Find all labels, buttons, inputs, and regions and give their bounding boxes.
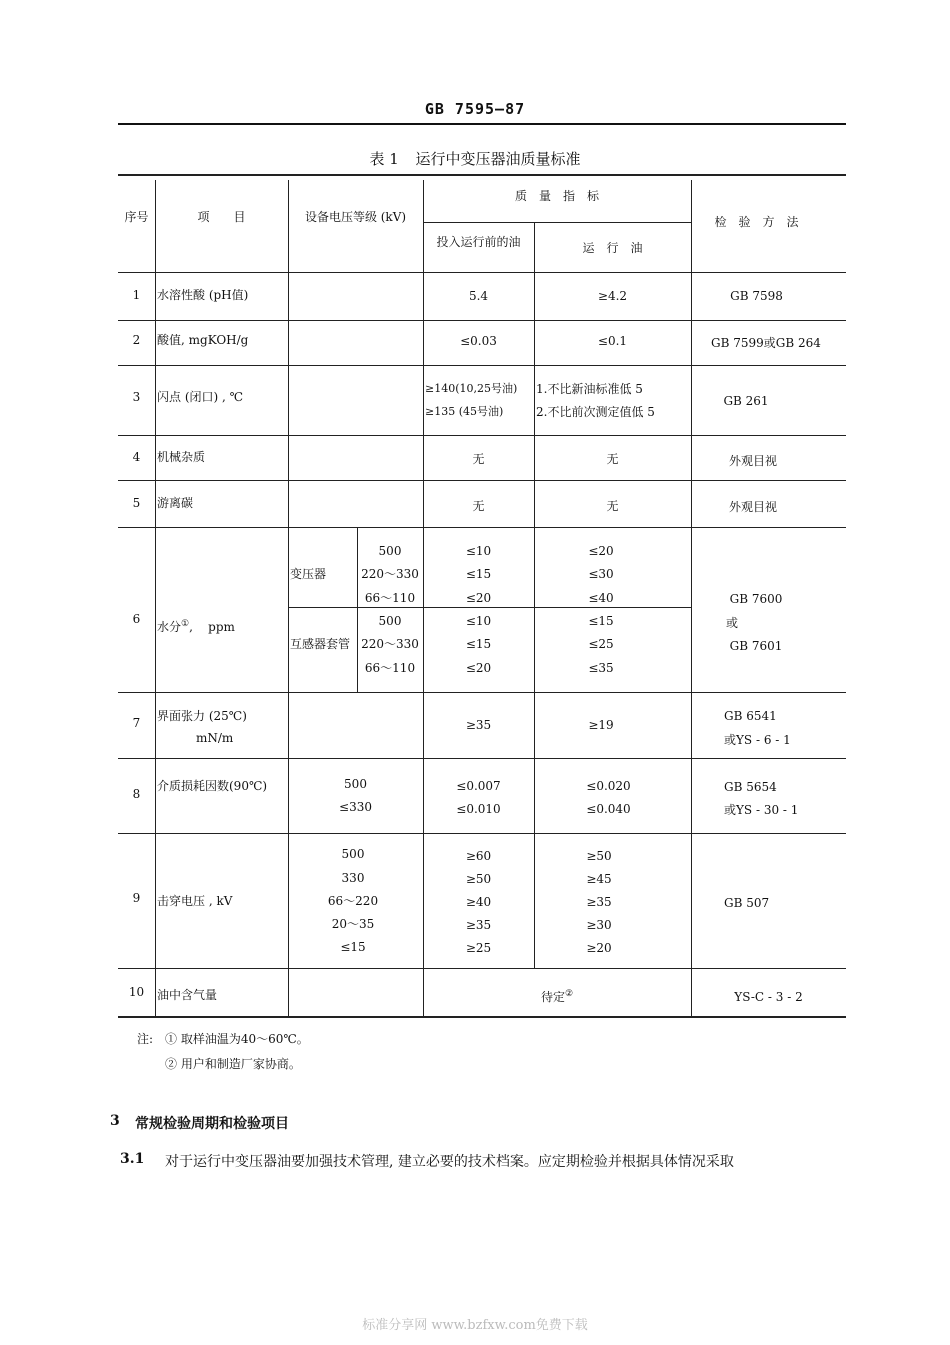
row-2-method: GB 7599或GB 264: [711, 336, 821, 350]
col-header-voltage: 设备电压等级 (kV): [304, 210, 407, 224]
row-9-voltage: ≤15: [340, 940, 366, 954]
row-8-before: ≤0.010: [456, 802, 501, 816]
row-9-before: ≥60: [465, 849, 492, 863]
row-9-running: ≥45: [586, 872, 612, 886]
row-6-no: 6: [132, 612, 141, 626]
row-8-voltage: ≤330: [339, 800, 372, 814]
rule: [118, 320, 846, 321]
row-6-running: ≤35: [588, 661, 614, 675]
row-6-item: 水分①, ppm: [157, 619, 235, 634]
rule: [118, 272, 846, 273]
row-9-voltage: 330: [341, 871, 365, 885]
col-header-quality: 质 量 指 标: [514, 189, 599, 203]
section-number: 3: [110, 1113, 120, 1129]
row-4-running: 无: [606, 452, 619, 466]
row-9-running: ≥30: [586, 918, 612, 932]
row-9-voltage: 500: [341, 847, 365, 861]
row-2-no: 2: [132, 333, 141, 347]
rule: [118, 527, 846, 528]
row-6-voltage: 220～330: [361, 637, 419, 651]
row-9-method: GB 507: [724, 896, 770, 910]
row-3-before-line: ≥135 (45号油): [425, 405, 504, 418]
footnote-mark: ②: [564, 989, 574, 999]
row-6-before: ≤20: [465, 591, 492, 605]
rule: [118, 968, 846, 969]
row-6-equipment: 变压器: [290, 567, 327, 581]
row-6-voltage: 500: [378, 544, 402, 558]
row-7-method: 或YS - 6 - 1: [724, 733, 791, 747]
row-3-method: GB 261: [723, 394, 769, 408]
row-1-no: 1: [132, 288, 141, 302]
rule: [118, 758, 846, 759]
row-2-item: 酸值, mgKOH/g: [157, 333, 249, 347]
row-9-before: ≥35: [465, 918, 492, 932]
row-8-running: ≤0.020: [586, 779, 631, 793]
row-6-equipment: 互感器套管: [290, 637, 351, 651]
row-6-before: ≤15: [465, 567, 492, 581]
row-7-item-unit: mN/m: [196, 731, 234, 745]
col-header-item: 项 目: [197, 210, 246, 224]
row-9-voltage: 20～35: [331, 917, 375, 931]
row-9-before: ≥25: [465, 941, 492, 955]
rule: [118, 435, 846, 436]
row-5-running: 无: [606, 499, 619, 513]
row-1-method: GB 7598: [730, 289, 783, 303]
row-8-method: 或YS - 30 - 1: [724, 803, 799, 817]
row-6-before: ≤15: [465, 637, 492, 651]
row-10-quality: [423, 982, 691, 1009]
row-6-running: ≤30: [588, 567, 614, 581]
row-5-method: 外观目视: [728, 500, 777, 514]
footnote-mark: ①: [181, 619, 190, 629]
row-6-running: ≤20: [588, 544, 614, 558]
note-1: ① 取样油温为40～60℃。: [165, 1032, 309, 1046]
row-7-no: 7: [132, 716, 141, 730]
row-8-voltage: 500: [344, 777, 367, 791]
row-5-no: 5: [132, 496, 141, 510]
row-3-before-line: ≥140(10,25号油): [425, 382, 518, 395]
row-10-method: YS-C - 3 - 2: [734, 990, 803, 1004]
row-9-before: ≥50: [465, 872, 492, 886]
row-6-before: ≤20: [465, 661, 492, 675]
section-title: 常规检验周期和检验项目: [135, 1116, 289, 1132]
row-3-running-line: 2.不比前次测定值低 5: [536, 405, 655, 419]
table-bottom-rule: [118, 1016, 846, 1018]
table-top-rule: [118, 174, 846, 176]
row-10-quality-value: 待定: [540, 990, 565, 1004]
col-header-seq: 序号: [124, 210, 149, 224]
subsection-text: 对于运行中变压器油要加强技术管理, 建立必要的技术档案。应定期检验并根据具体情况采取: [165, 1154, 734, 1170]
row-3-item: 闪点 (闭口) , ℃: [157, 390, 244, 404]
row-1-before: 5.4: [468, 289, 489, 303]
row-7-method: GB 6541: [724, 709, 777, 723]
row-6-before: ≤10: [465, 544, 492, 558]
row-6-method: GB 7601: [729, 639, 783, 653]
row-6-item-unit: ppm: [208, 620, 235, 634]
row-8-method: GB 5654: [724, 780, 777, 794]
row-9-no: 9: [132, 891, 141, 905]
row-4-before: 无: [472, 452, 485, 466]
row-6-method: GB 7600: [729, 592, 783, 606]
row-3-no: 3: [132, 390, 141, 404]
row-2-before: ≤0.03: [460, 334, 497, 348]
row-9-running: ≥20: [586, 941, 612, 955]
col-header-running: 运 行 油: [582, 241, 643, 255]
row-9-item: 击穿电压 , kV: [157, 894, 233, 908]
row-4-method: 外观目视: [728, 454, 777, 468]
rule: [118, 365, 846, 366]
row-6-running: ≤25: [588, 637, 614, 651]
table-number: 表 1: [369, 150, 399, 168]
rule: [423, 222, 691, 223]
table-title: 运行中变压器油质量标准: [415, 150, 581, 168]
row-8-no: 8: [132, 787, 141, 801]
rule: [118, 833, 846, 834]
row-7-item: 界面张力 (25℃): [157, 709, 247, 723]
col-header-method: 检 验 方 法: [714, 215, 799, 229]
row-6-voltage: 220～330: [361, 567, 419, 581]
watermark-footer: 标准分享网 www.bzfxw.com免费下载: [362, 1318, 588, 1333]
col-header-before: 投入运行前的油: [436, 235, 521, 249]
row-6-running: ≤40: [588, 591, 614, 605]
row-9-running: ≥50: [586, 849, 612, 863]
row-6-running: ≤15: [588, 614, 614, 628]
row-7-before: ≥35: [465, 718, 492, 732]
row-9-voltage: 66～220: [327, 894, 379, 908]
row-1-item: 水溶性酸 (pH值): [157, 288, 249, 302]
row-8-running: ≤0.040: [586, 802, 631, 816]
rule: [118, 480, 846, 481]
row-6-voltage: 66～110: [364, 591, 416, 605]
note-2: ② 用户和制造厂家协商。: [165, 1057, 301, 1071]
row-7-running: ≥19: [588, 718, 614, 732]
row-6-before: ≤10: [465, 614, 492, 628]
row-10-item: 油中含气量: [157, 988, 218, 1002]
row-6-voltage: 66～110: [364, 661, 416, 675]
row-10-no: 10: [128, 985, 145, 999]
row-5-before: 无: [472, 499, 485, 513]
row-4-item: 机械杂质: [157, 450, 206, 464]
subsection-number: 3.1: [120, 1151, 145, 1167]
row-2-running: ≤0.1: [597, 334, 628, 348]
row-6-item-label: 水分: [157, 620, 182, 634]
notes-prefix: 注:: [137, 1032, 154, 1046]
row-9-before: ≥40: [465, 895, 492, 909]
row-9-running: ≥35: [586, 895, 612, 909]
row-5-item: 游离碳: [157, 496, 194, 510]
row-6-voltage: 500: [378, 614, 402, 628]
row-8-item: 介质损耗因数(90℃): [157, 779, 268, 793]
row-3-running-line: 1.不比新油标准低 5: [536, 382, 643, 396]
standard-code: GB 7595—87: [424, 100, 526, 118]
row-1-running: ≥4.2: [597, 289, 628, 303]
row-4-no: 4: [132, 450, 141, 464]
rule: [118, 692, 846, 693]
row-6-method: 或: [726, 616, 739, 630]
row-8-before: ≤0.007: [456, 779, 501, 793]
